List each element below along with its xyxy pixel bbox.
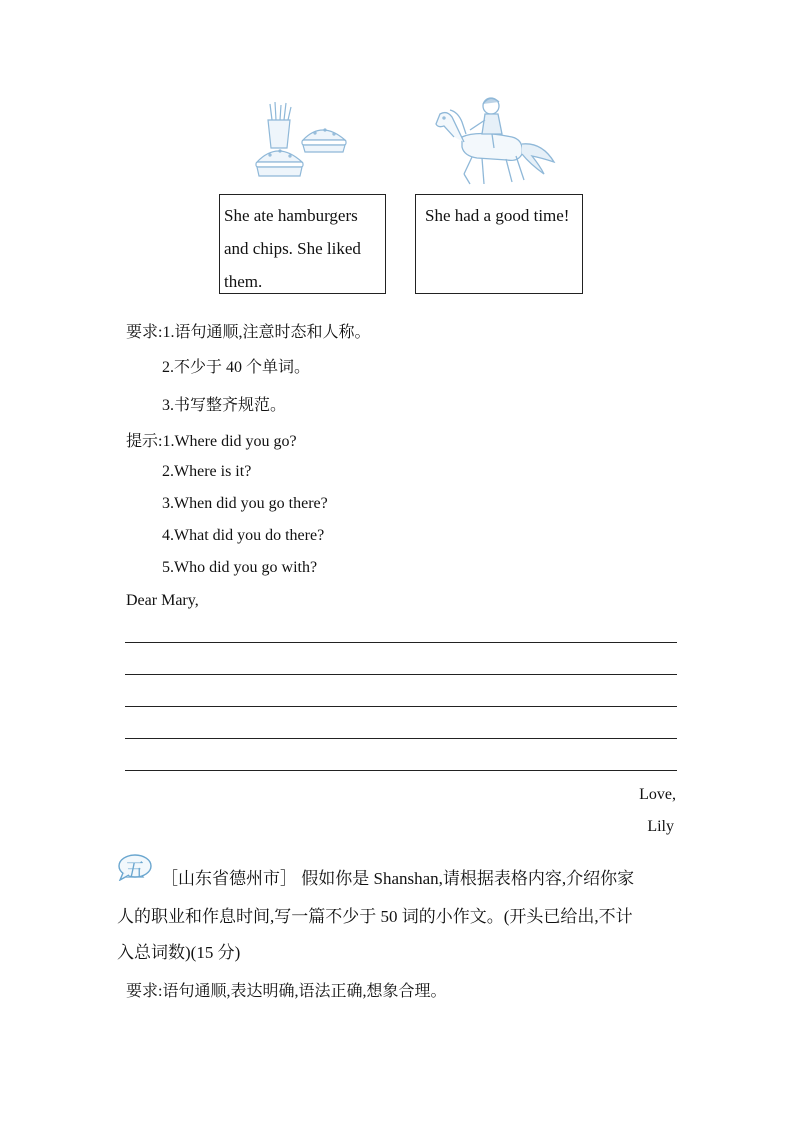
- writing-line: [125, 642, 677, 643]
- section5-line: 入总词数)(15 分): [117, 943, 241, 962]
- requirement-line: 2.不少于 40 个单词。: [162, 359, 311, 376]
- section5-requirement: 要求:语句通顺,表达明确,语法正确,想象合理。: [126, 983, 447, 1000]
- section5-line: 人的职业和作息时间,写一篇不少于 50 词的小作文。(开头已给出,不计: [117, 907, 633, 926]
- writing-line: [125, 674, 677, 675]
- requirement-line: 3.书写整齐规范。: [162, 397, 287, 414]
- writing-line: [125, 706, 677, 707]
- caption-text: She had a good time!: [425, 206, 570, 225]
- section5-line: ［山东省德州市］ 假如你是 Shanshan,请根据表格内容,介绍你家: [161, 869, 635, 888]
- caption-card-horse: [415, 194, 583, 294]
- hint-line: 提示:1.Where did you go?: [126, 433, 297, 450]
- hint-line: 3.When did you go there?: [162, 495, 328, 512]
- caption-text: She ate hamburgers and chips. She liked them.: [224, 206, 361, 291]
- section-badge: [117, 853, 155, 881]
- horse-rider-illustration: [432, 92, 562, 192]
- signature: Lily: [647, 818, 674, 835]
- fries-and-hamburgers-icon: [250, 100, 360, 185]
- requirement-line: 要求:1.语句通顺,注意时态和人称。: [126, 324, 371, 341]
- hint-line: 5.Who did you go with?: [162, 559, 318, 576]
- writing-line: [125, 738, 677, 739]
- section-number: 五: [125, 858, 145, 882]
- hint-line: 2.Where is it?: [162, 463, 252, 480]
- writing-line: [125, 770, 677, 771]
- closing: Love,: [639, 786, 676, 803]
- caption-card-food: [219, 194, 386, 294]
- food-illustration: [250, 100, 360, 185]
- hint-line: 4.What did you do there?: [162, 527, 325, 544]
- salutation: Dear Mary,: [126, 592, 199, 609]
- horse-rider-icon: [432, 92, 562, 192]
